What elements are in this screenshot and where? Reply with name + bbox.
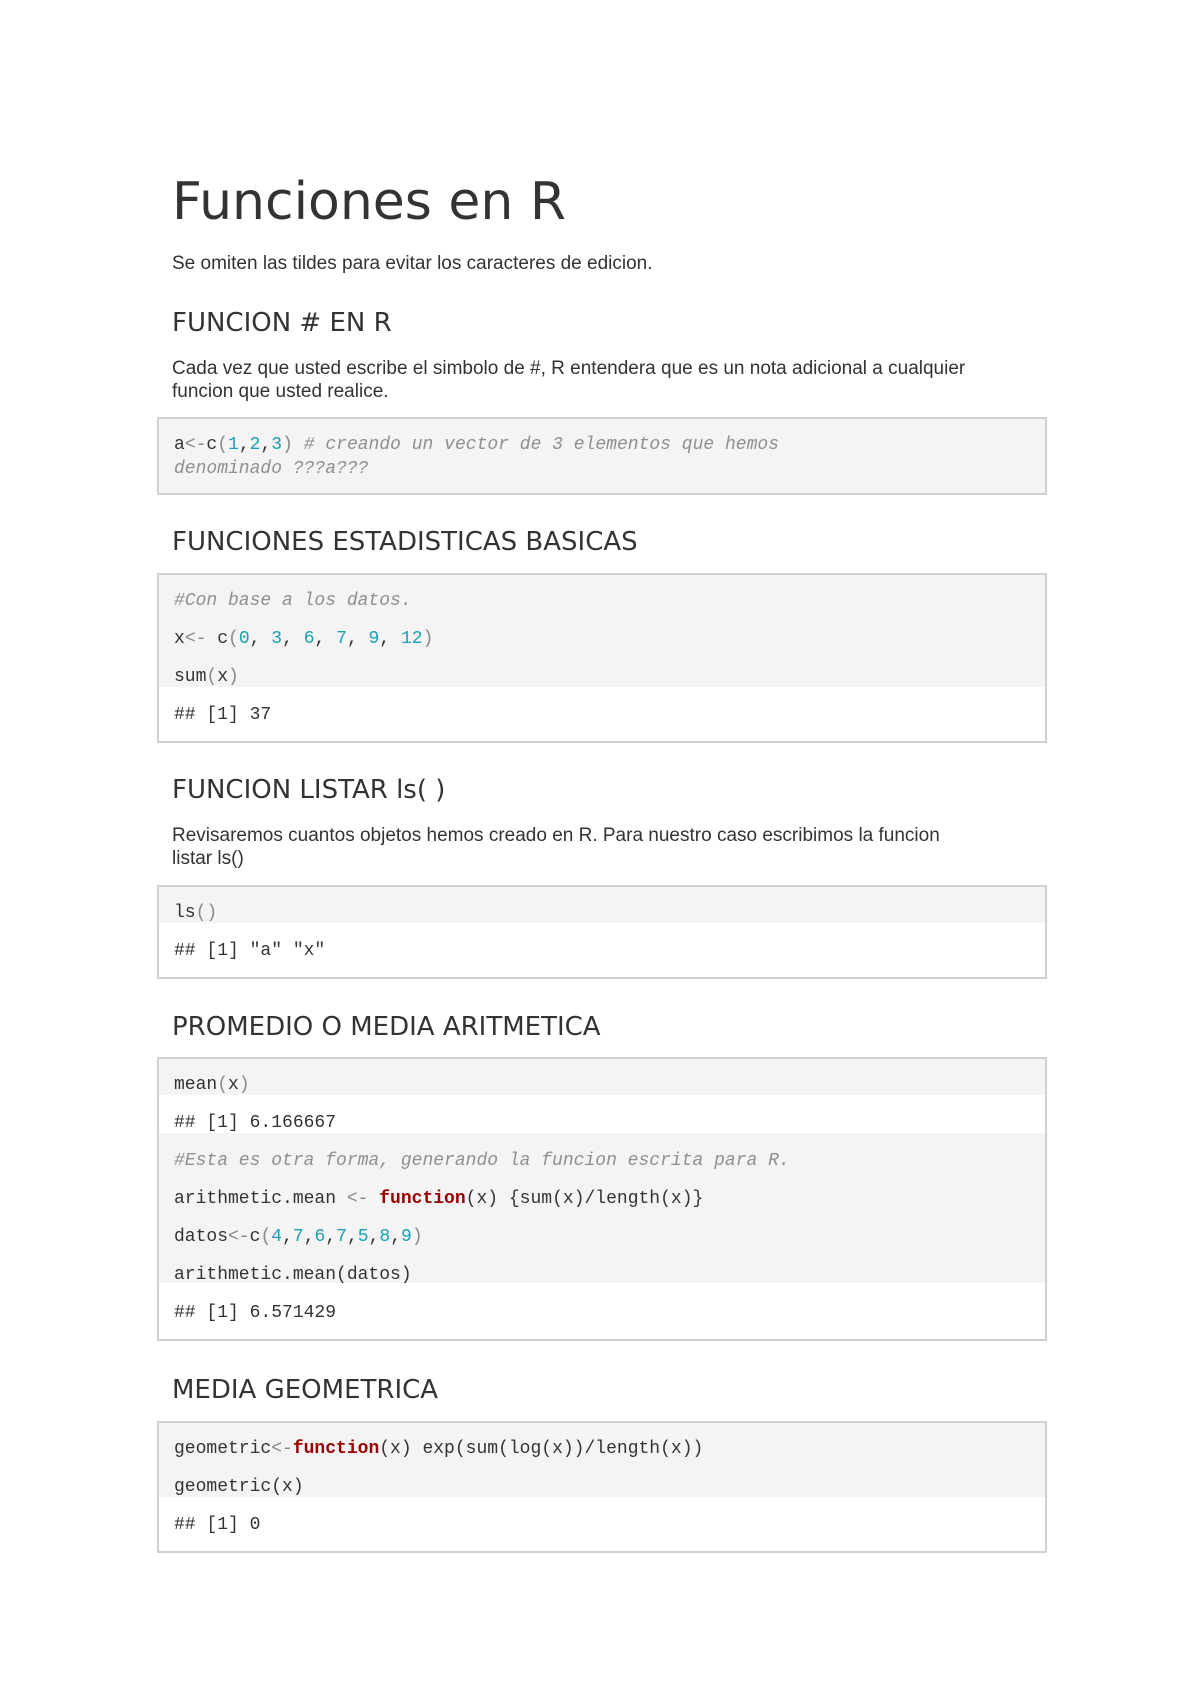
code-number: 8 [379, 1227, 391, 1247]
code-comma: , [390, 1227, 401, 1247]
code-comma: , [379, 629, 401, 649]
code-paren: () [195, 903, 218, 923]
code-token: (x) [271, 1477, 304, 1497]
code-token: (x) exp(sum(log(x))/length(x)) [379, 1439, 704, 1459]
code-paren: ( [217, 1075, 229, 1095]
section-heading-promedio: PROMEDIO O MEDIA ARITMETICA [172, 1012, 601, 1042]
code-token: (x) {sum(x)/length(x)} [465, 1189, 704, 1209]
code-token: x [228, 1075, 239, 1095]
code-line [174, 435, 779, 455]
code-line [174, 1189, 703, 1209]
code-background [159, 419, 1045, 493]
code-paren: ) [238, 1075, 250, 1095]
code-background [159, 1059, 1045, 1095]
code-number: 9 [401, 1227, 412, 1247]
code-block-geometric [157, 1421, 1047, 1553]
code-token: c [217, 629, 229, 649]
code-number: 7 [336, 629, 347, 649]
code-comma: , [325, 1227, 337, 1247]
section-heading-estadisticas: FUNCIONES ESTADISTICAS BASICAS [172, 527, 638, 557]
code-token: ls [174, 903, 196, 923]
section3-text-line1: Revisaremos cuantos objetos hemos creado en R. Para nuestro caso escribimos la funcion [172, 825, 940, 846]
code-comment-line: denominado ???a??? [174, 459, 369, 479]
code-line [174, 629, 433, 649]
code-token: arithmetic.mean [174, 1265, 337, 1285]
code-number: 12 [400, 629, 423, 649]
code-paren: ( [217, 435, 229, 455]
intro-paragraph: Se omiten las tildes para evitar los caracteres de edicion. [172, 253, 653, 274]
code-line [174, 667, 239, 687]
code-paren: ( [260, 1227, 272, 1247]
code-operator: <- [336, 1189, 380, 1209]
code-token: c [249, 1227, 261, 1247]
code-output: ## [1] 6.571429 [174, 1303, 337, 1323]
page-title: Funciones en R [172, 172, 567, 232]
code-comma: , [303, 1227, 315, 1247]
code-comma: , [249, 629, 272, 649]
code-token: sum [174, 667, 207, 687]
code-number: 9 [368, 629, 380, 649]
section-heading-geometrica: MEDIA GEOMETRICA [172, 1375, 439, 1405]
code-token: geometric [174, 1439, 272, 1459]
code-comma: , [368, 1227, 380, 1247]
code-output: ## [1] 0 [174, 1515, 261, 1535]
code-paren: ( [206, 667, 218, 687]
code-paren: ) [282, 435, 293, 455]
code-paren: ) [228, 667, 239, 687]
code-block-sum [157, 573, 1047, 743]
code-block-ls [157, 885, 1047, 979]
code-number: 7 [336, 1227, 347, 1247]
code-token: mean [174, 1075, 218, 1095]
code-number: 4 [271, 1227, 283, 1247]
code-token: datos [174, 1227, 229, 1247]
code-comment-line: #Esta es otra forma, generando la funcion escrita para R. [174, 1151, 790, 1171]
section-heading-listar: FUNCION LISTAR ls( ) [172, 775, 446, 805]
code-token: a [174, 435, 185, 455]
code-token: x [217, 667, 229, 687]
code-paren: ) [422, 629, 434, 649]
section-heading-funcion-hash: FUNCION # EN R [172, 308, 392, 338]
code-paren: ) [411, 1227, 423, 1247]
code-comma: , [260, 435, 272, 455]
section1-text-line2: funcion que usted realice. [172, 381, 389, 402]
code-number: 7 [292, 1227, 304, 1247]
code-token: x [174, 629, 185, 649]
code-block-mean [157, 1057, 1047, 1341]
code-comma: , [314, 629, 337, 649]
code-token: geometric [174, 1477, 272, 1497]
code-comment: # creando un vector de 3 elementos que hemos [303, 435, 780, 455]
section3-text-line2: listar ls() [172, 848, 244, 869]
code-comment-line: #Con base a los datos. [174, 591, 412, 611]
code-output: ## [1] 6.166667 [174, 1113, 337, 1133]
code-output: ## [1] 37 [174, 705, 272, 725]
code-comma: , [346, 629, 369, 649]
section1-text-line1: Cada vez que usted escribe el simbolo de #, R entendera que es un nota adicional a cualquier [172, 358, 966, 379]
code-comma: , [282, 629, 304, 649]
code-keyword: function [379, 1189, 466, 1209]
code-operator: <- [228, 1227, 250, 1247]
code-operator: <- [271, 1439, 293, 1459]
code-number: 3 [271, 435, 283, 455]
code-operator: <- [184, 435, 207, 455]
code-line [174, 1075, 250, 1095]
code-comma: , [238, 435, 250, 455]
code-token: arithmetic.mean [174, 1189, 337, 1209]
code-token: c [206, 435, 218, 455]
code-comma: , [282, 1227, 293, 1247]
code-number: 1 [228, 435, 239, 455]
code-line [174, 903, 217, 923]
code-block-vector [157, 417, 1047, 495]
code-token: (datos) [336, 1265, 412, 1285]
code-paren: ( [228, 629, 239, 649]
code-line [174, 1265, 412, 1285]
code-line [174, 1439, 703, 1459]
code-line [174, 1477, 304, 1497]
code-number: 6 [314, 1227, 326, 1247]
code-number: 3 [271, 629, 283, 649]
code-number: 0 [238, 629, 250, 649]
code-operator: <- [184, 629, 207, 649]
code-background [159, 887, 1045, 923]
code-keyword: function [292, 1439, 380, 1459]
code-line [174, 1227, 423, 1247]
code-output: ## [1] "a" "x" [174, 941, 326, 961]
code-number: 6 [303, 629, 315, 649]
code-comma: , [346, 1227, 358, 1247]
code-number: 5 [357, 1227, 369, 1247]
code-number: 2 [249, 435, 261, 455]
